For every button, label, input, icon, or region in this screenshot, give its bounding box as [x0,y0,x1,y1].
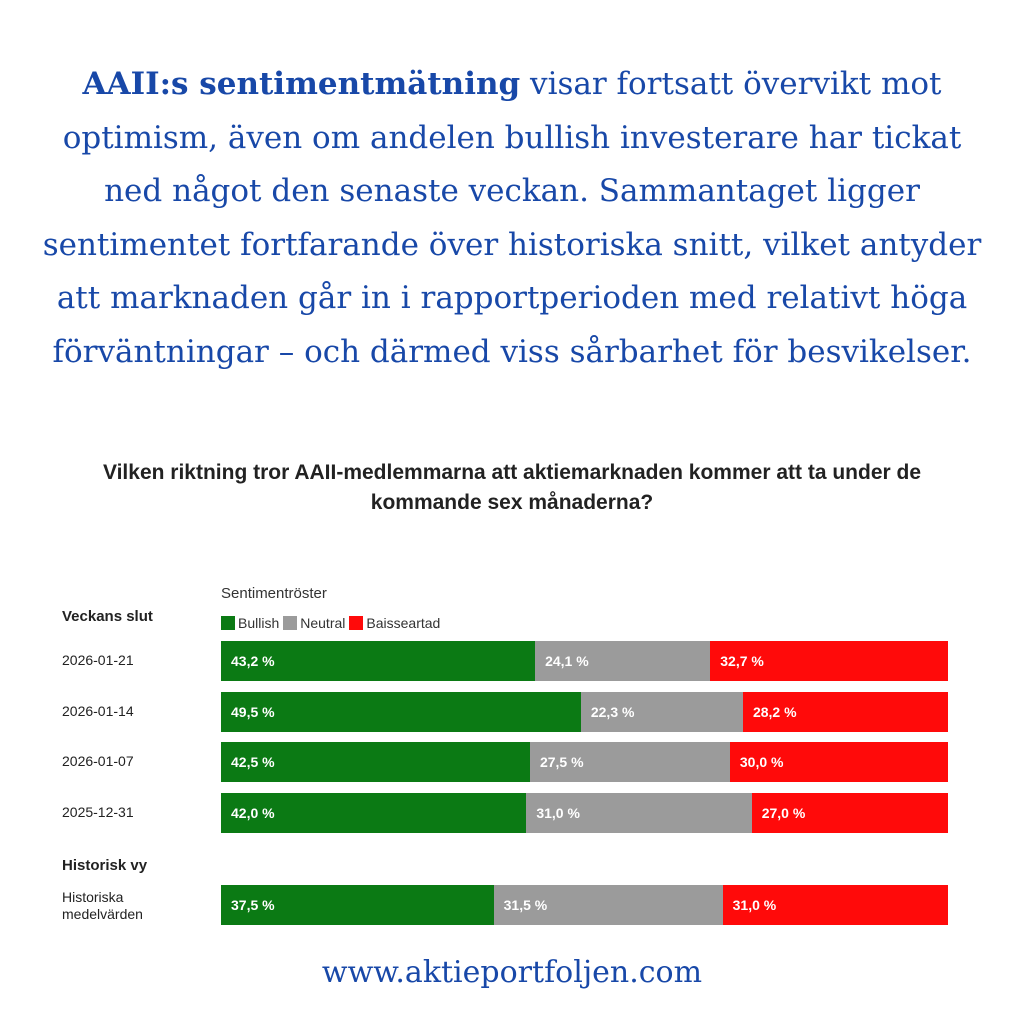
bar-segment-bearish [730,742,948,782]
bar-segment-neutral [530,742,730,782]
data-label-bullish: 42,0 % [231,805,275,821]
bar-segment-bullish [221,641,535,681]
intro-text [40,58,984,379]
bar-row-3 [221,793,948,833]
data-label-bullish: 37,5 % [231,897,275,913]
legend-title: Sentimentröster [221,585,327,602]
legend-item-bullish [221,615,279,631]
bar-row-1 [221,692,948,732]
bar-row-0 [221,641,948,681]
bar-segment-bullish [221,742,530,782]
historical-bar [221,885,948,925]
row-label-1: 2026-01-14 [62,703,134,719]
data-label-neutral: 31,0 % [536,805,580,821]
data-label-bearish: 30,0 % [739,754,784,770]
bar-row-2 [221,742,948,782]
bar-segment-bearish [752,793,948,833]
bar-segment-neutral [494,885,723,925]
intro-body: visar fortsatt övervikt mot optimism, även om andelen bullish investerare har tickat ned något den senaste veckan. Sammantaget ligger sentimentet fortfarande över historiska snitt, vilket antyder att marknaden går in i rapportperioden med relativt höga förväntningar – och därmed viss sårbarhet för besvikelser. [42,66,982,370]
row-label-0: 2026-01-21 [62,652,134,668]
data-label-neutral: 22,3 % [590,704,635,720]
chart-title: Vilken riktning tror AAII-medlemmarna att aktiemarknaden kommer att ta under de kommande sex månaderna? [102,461,922,514]
data-label-bearish: 32,7 % [720,653,764,669]
legend-swatch-bearish [349,616,363,630]
bar-segment-neutral [581,692,743,732]
legend-label-bullish: Bullish [238,615,280,631]
legend-item-bearish [349,615,440,631]
data-label-neutral: 27,5 % [539,754,584,770]
row-label-3: 2025-12-31 [62,804,134,820]
bar-segment-bullish [221,885,494,925]
bar-segment-bullish [221,692,581,732]
data-label-bullish: 43,2 % [231,653,275,669]
bar-segment-bearish [710,641,948,681]
bar-segment-neutral [535,641,710,681]
bar-segment-bearish [743,692,948,732]
data-label-bullish: 42,5 % [231,754,275,770]
data-label-bearish: 31,0 % [732,897,777,913]
bar-segment-bearish [723,885,948,925]
legend-swatch-neutral [283,616,297,630]
legend-label-neutral: Neutral [300,615,346,631]
data-label-neutral: 24,1 % [545,653,589,669]
website-url: www.aktieportfoljen.com [321,955,703,990]
legend-label-bearish: Baisseartad [366,615,441,631]
historical-header: Historisk vy [62,857,148,874]
row-label-2: 2026-01-07 [62,753,134,769]
data-label-bullish: 49,5 % [231,704,275,720]
legend-swatch-bullish [221,616,235,630]
intro-lead: AAII:s sentimentmätning [82,66,521,102]
historical-row-label: Historiska medelvärden [62,889,143,922]
data-label-neutral: 31,5 % [503,897,548,913]
bar-segment-bullish [221,793,526,833]
bar-segment-neutral [526,793,751,833]
row-header: Veckans slut [62,608,153,625]
data-label-bearish: 28,2 % [752,704,797,720]
legend [221,615,444,631]
legend-item-neutral [283,615,345,631]
data-label-bearish: 27,0 % [761,805,806,821]
